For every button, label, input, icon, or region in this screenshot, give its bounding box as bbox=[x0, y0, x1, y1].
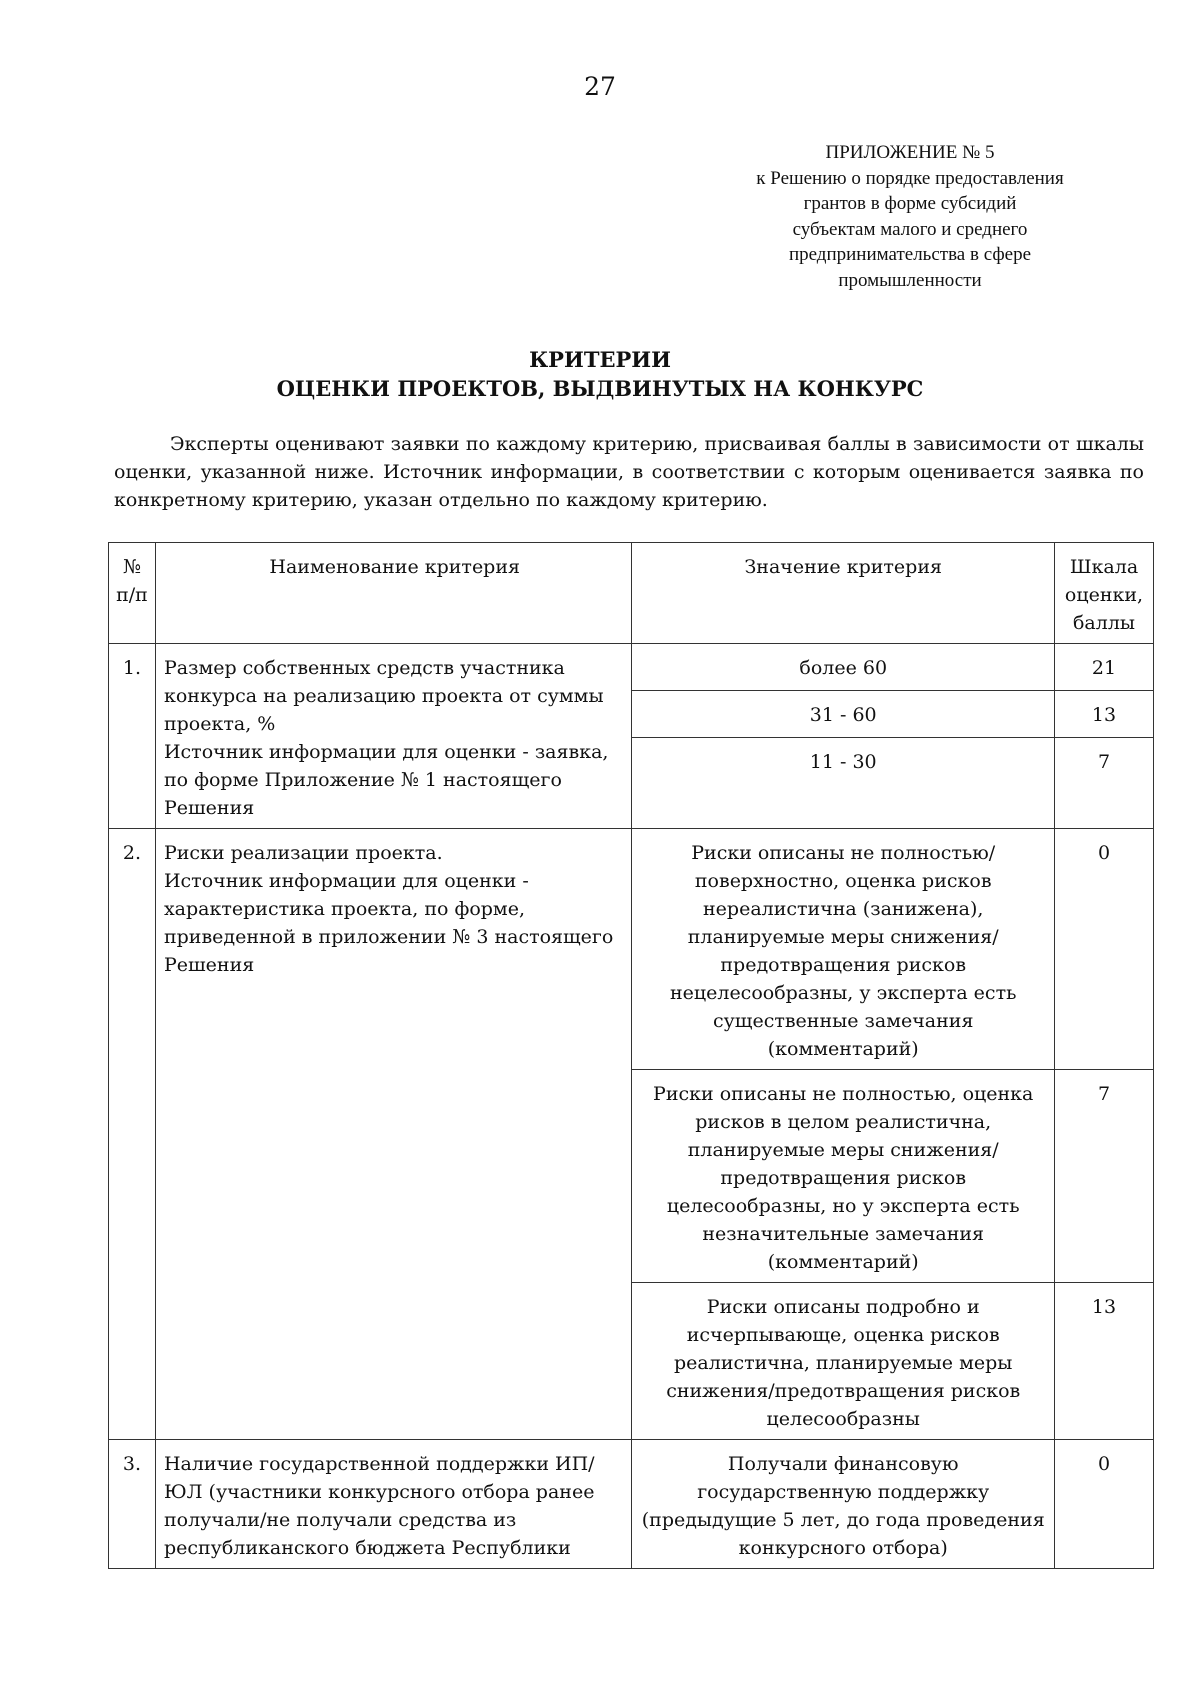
table-row bbox=[109, 829, 1154, 1070]
page-number: 27 bbox=[584, 72, 616, 101]
appendix-block bbox=[720, 140, 1100, 293]
document-heading bbox=[0, 345, 1200, 403]
appendix-line: субъектам малого и среднего bbox=[792, 218, 1028, 240]
criterion-value: 11 - 30 bbox=[632, 738, 1055, 829]
criterion-name: Наличие государственной поддержки ИП/ЮЛ (участники конкурсного отбора ранее получали/не получали средства из республиканского бюджета Республики bbox=[163, 1453, 595, 1559]
criterion-value: Риски описаны не полностью, оценка рисков в целом реалистична, планируемые меры снижения/предотвращения рисков целесообразны, но у эксперта есть незначительные замечания (комментарий) bbox=[632, 1070, 1055, 1283]
criterion-name: Размер собственных средств участника конкурса на реализацию проекта от суммы проекта, % bbox=[163, 657, 604, 735]
row-criterion bbox=[155, 829, 631, 1440]
criterion-value: Получали финансовую государственную поддержку (предыдущие 5 лет, до года проведения конкурсного отбора) bbox=[632, 1440, 1055, 1569]
criterion-score: 0 bbox=[1055, 1440, 1154, 1569]
criteria-table bbox=[108, 542, 1154, 1569]
row-criterion bbox=[155, 644, 631, 829]
criterion-value: 31 - 60 bbox=[632, 691, 1055, 738]
heading-line-2: ОЦЕНКИ ПРОЕКТОВ, ВЫДВИНУТЫХ НА КОНКУРС bbox=[276, 376, 924, 401]
criterion-value: более 60 bbox=[632, 644, 1055, 691]
criterion-value: Риски описаны не полностью/поверхностно, оценка рисков нереалистична (занижена), планируемые меры снижения/предотвращения рисков нецелесообразны, у эксперта есть существенные замечания (комментарий) bbox=[632, 829, 1055, 1070]
header-score: Шкала оценки, баллы bbox=[1055, 543, 1154, 644]
table-row bbox=[109, 1440, 1154, 1569]
table-row bbox=[109, 644, 1154, 691]
appendix-title: ПРИЛОЖЕНИЕ № 5 bbox=[825, 142, 995, 163]
criterion-score: 7 bbox=[1055, 738, 1154, 829]
row-num: 1. bbox=[109, 644, 156, 829]
appendix-line: грантов в форме субсидий bbox=[803, 193, 1017, 214]
criterion-source: Источник информации для оценки - заявка, по форме Приложение № 1 настоящего Решения bbox=[163, 741, 609, 819]
row-num: 3. bbox=[109, 1440, 156, 1569]
intro-paragraph: Эксперты оценивают заявки по каждому критерию, присваивая баллы в зависимости от шкалы оценки, указанной ниже. Источник информации, в соответствии с которым оценивается заявка по конкретному критерию, указан отдельно по каждому критерию. bbox=[114, 433, 1144, 511]
criterion-score: 13 bbox=[1055, 1283, 1154, 1440]
row-num: 2. bbox=[109, 829, 156, 1440]
criterion-value: Риски описаны подробно и исчерпывающе, оценка рисков реалистична, планируемые меры снижения/предотвращения рисков целесообразны bbox=[632, 1283, 1055, 1440]
appendix-line: промышленности bbox=[838, 269, 982, 291]
criterion-score: 0 bbox=[1055, 829, 1154, 1070]
appendix-line: предпринимательства в сфере bbox=[788, 244, 1032, 265]
heading-line-1: КРИТЕРИИ bbox=[529, 347, 671, 372]
header-num: № п/п bbox=[109, 543, 156, 644]
criterion-source: Источник информации для оценки - характеристика проекта, по форме, приведенной в приложении № 3 настоящего Решения bbox=[163, 870, 614, 976]
criterion-score: 7 bbox=[1055, 1070, 1154, 1283]
criterion-score: 13 bbox=[1055, 691, 1154, 738]
criterion-name: Риски реализации проекта. bbox=[163, 842, 443, 864]
appendix-line: к Решению о порядке предоставления bbox=[756, 167, 1064, 189]
row-criterion bbox=[155, 1440, 631, 1569]
table-header-row bbox=[109, 543, 1154, 644]
header-value: Значение критерия bbox=[632, 543, 1055, 644]
header-name: Наименование критерия bbox=[155, 543, 631, 644]
criterion-score: 21 bbox=[1055, 644, 1154, 691]
